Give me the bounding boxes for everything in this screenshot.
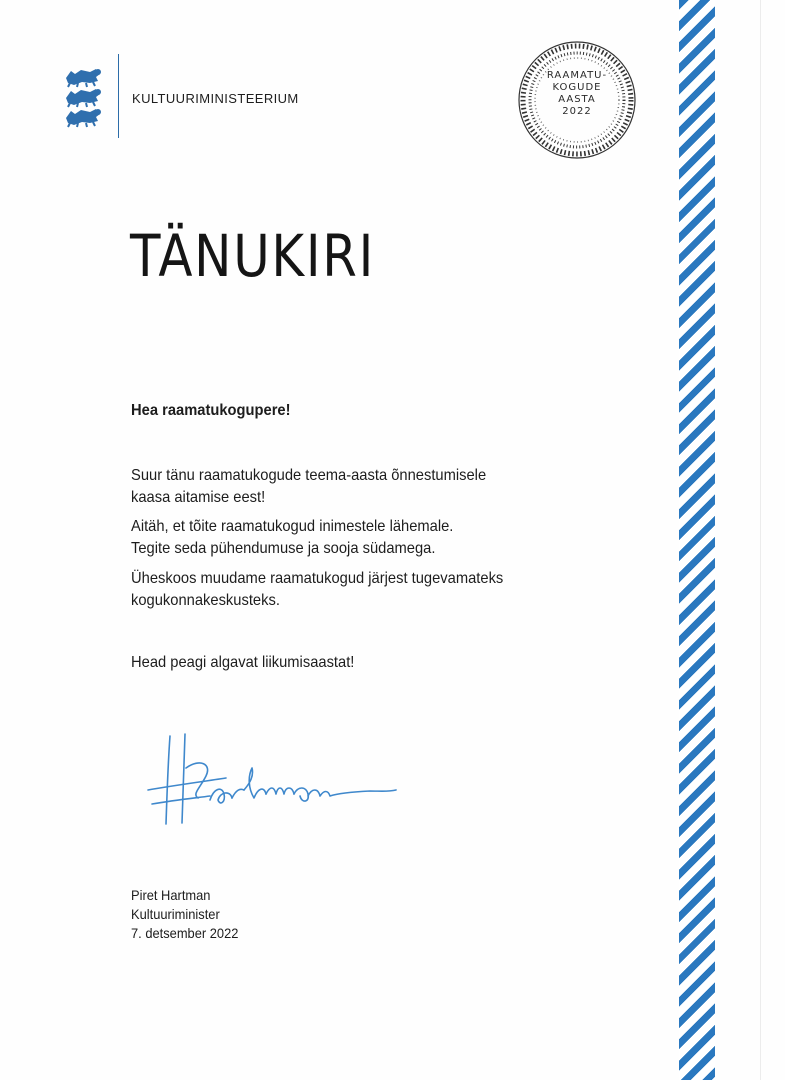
page-edge bbox=[760, 0, 761, 1080]
three-lions-coat-of-arms-icon bbox=[62, 66, 104, 128]
paragraph-line: Aitäh, et tõite raamatukogud inimestele lähemale. bbox=[131, 518, 454, 535]
paragraph-line: Head peagi algavat liikumisaastat! bbox=[131, 654, 355, 671]
document-title: TÄNUKIRI bbox=[130, 222, 376, 290]
paragraph-line: Tegite seda pühendumuse ja sooja südamega. bbox=[131, 540, 436, 557]
greeting: Hea raamatukogupere! bbox=[131, 402, 291, 419]
paragraph-line: kaasa aitamise eest! bbox=[131, 489, 266, 506]
seal-line: AASTA bbox=[558, 94, 596, 105]
signer-block bbox=[131, 886, 238, 943]
logo-divider bbox=[118, 54, 119, 138]
seal-line: 2022 bbox=[562, 106, 592, 117]
striped-ribbon bbox=[679, 0, 715, 1080]
paragraph-line: Üheskoos muudame raamatukogud järjest tugevamateks bbox=[131, 570, 504, 587]
paragraph-appreciation bbox=[131, 516, 453, 560]
seal-label bbox=[512, 70, 642, 118]
signer-role: Kultuuriminister bbox=[131, 906, 220, 922]
seal-line: KOGUDE bbox=[552, 82, 602, 93]
handwritten-signature bbox=[140, 728, 405, 828]
paragraph-line: Suur tänu raamatukogude teema-aasta õnnestumisele bbox=[131, 467, 487, 484]
paragraph-thanks bbox=[131, 465, 486, 509]
seal-line: RAAMATU- bbox=[546, 70, 608, 81]
paragraph-closing bbox=[131, 652, 354, 674]
ministry-name: KULTUURIMINISTEERIUM bbox=[132, 91, 299, 106]
letter-date: 7. detsember 2022 bbox=[131, 925, 239, 941]
paragraph-line: kogukonnakeskusteks. bbox=[131, 592, 280, 609]
paragraph-future bbox=[131, 568, 503, 612]
signer-name: Piret Hartman bbox=[131, 887, 211, 903]
